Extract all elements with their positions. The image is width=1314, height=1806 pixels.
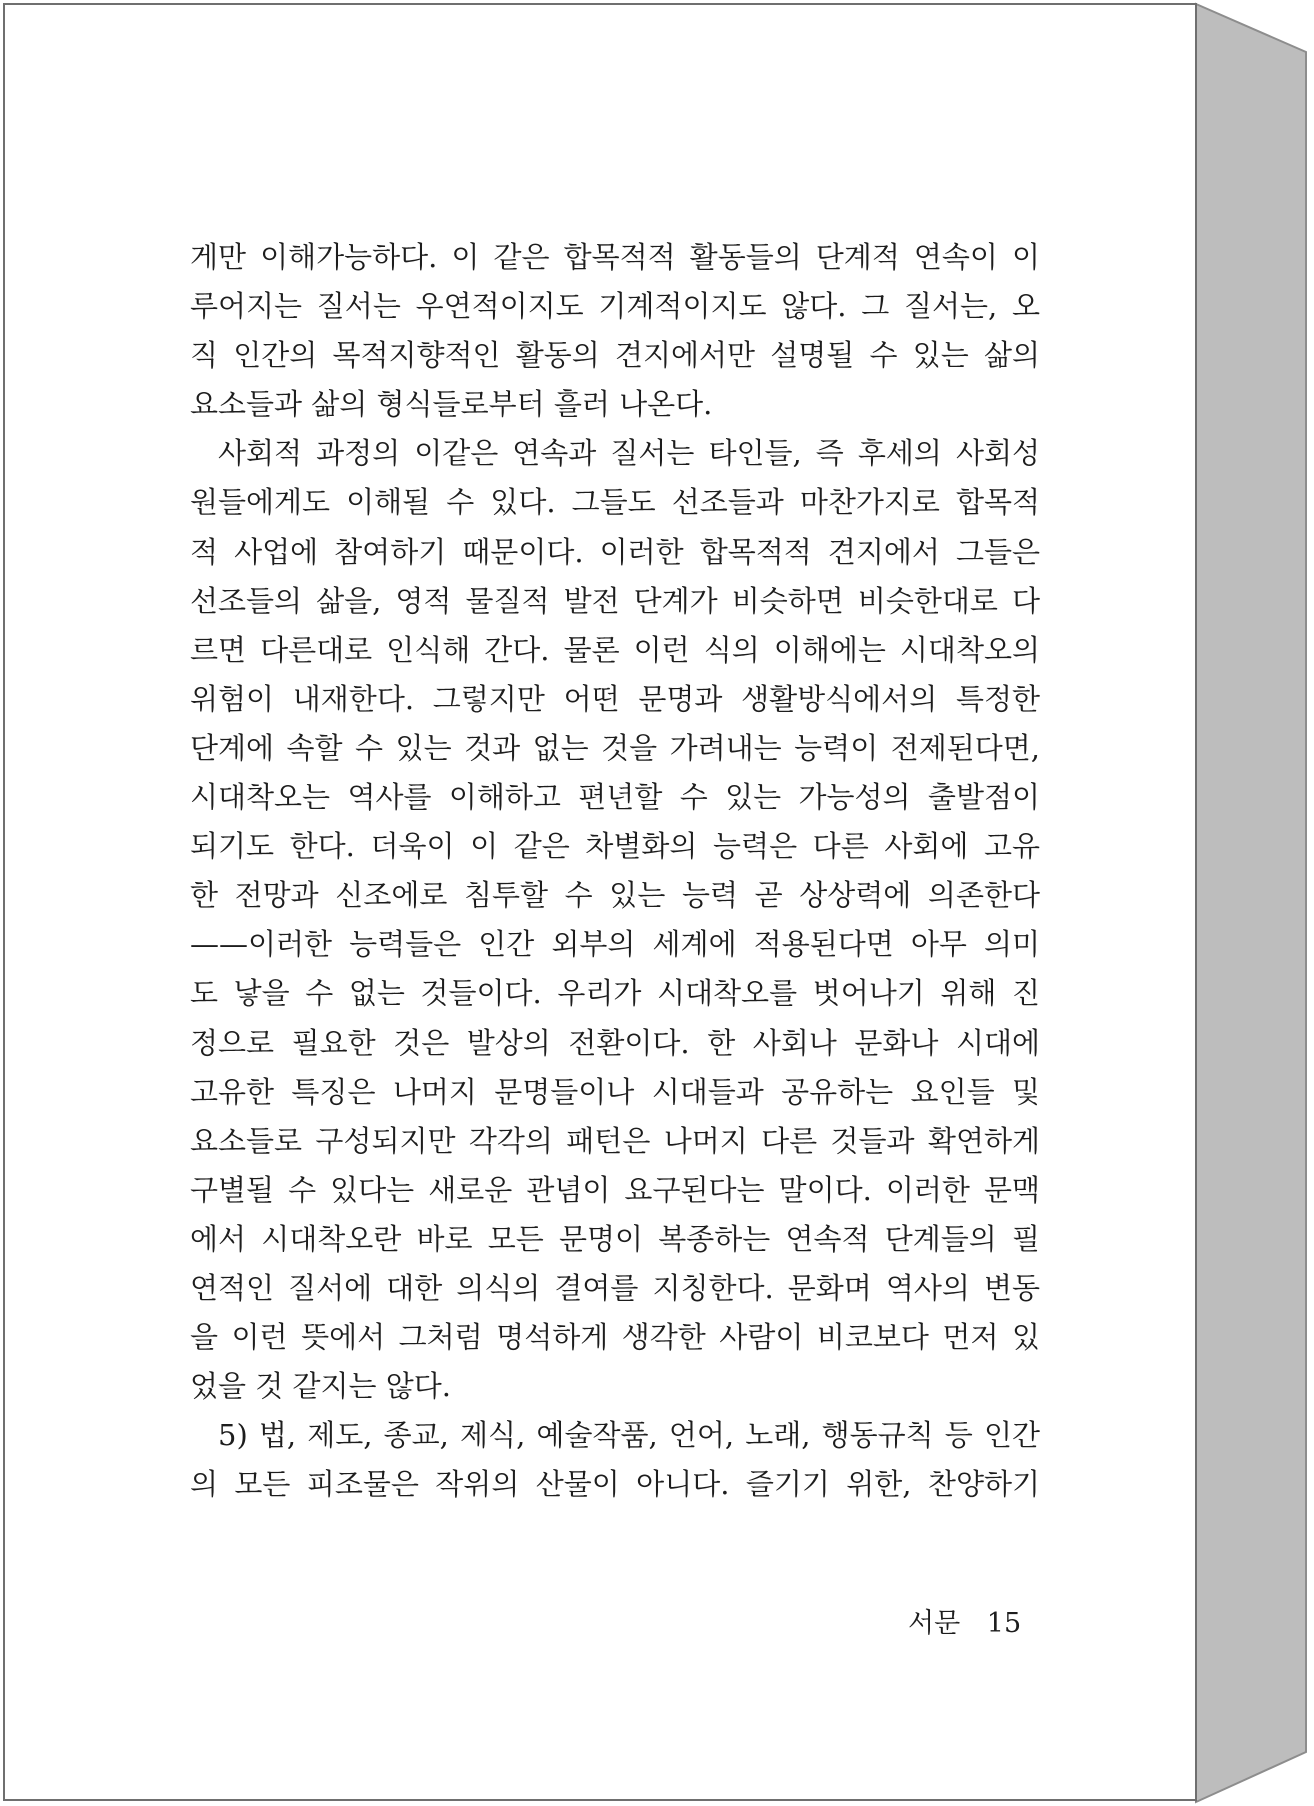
text-line-20: 구별될 수 있다는 새로운 관념이 요구된다는 말이다. 이러한 문맥 xyxy=(190,1172,1040,1207)
text-line-13: 되기도 한다. 더욱이 이 같은 차별화의 능력은 다른 사회에 고유 xyxy=(190,829,1040,864)
text-line-8: 선조들의 삶을, 영적 물질적 발전 단계가 비슷하면 비슷한대로 다 xyxy=(190,583,1040,618)
text-line-16: 도 낳을 수 없는 것들이다. 우리가 시대착오를 벗어나기 위해 진 xyxy=(190,976,1040,1011)
text-line-26: 의 모든 피조물은 작위의 산물이 아니다. 즐기기 위한, 찬양하기 xyxy=(190,1467,1040,1502)
text-line-15: ——이러한 능력들은 인간 외부의 세계에 적용된다면 아무 의미 xyxy=(190,927,1040,962)
text-line-19: 요소들로 구성되지만 각각의 패턴은 나머지 다른 것들과 확연하게 xyxy=(190,1123,1040,1158)
text-line-4: 요소들과 삶의 형식들로부터 흘러 나온다. xyxy=(190,387,713,422)
text-line-10: 위험이 내재한다. 그렇지만 어떤 문명과 생활방식에서의 특정한 xyxy=(190,681,1040,716)
text-line-2: 루어지는 질서는 우연적이지도 기계적이지도 않다. 그 질서는, 오 xyxy=(190,289,1040,324)
text-line-12: 시대착오는 역사를 이해하고 편년할 수 있는 가능성의 출발점이 xyxy=(190,780,1040,815)
text-line-3: 직 인간의 목적지향적인 활동의 견지에서만 설명될 수 있는 삶의 xyxy=(190,338,1040,373)
text-line-21: 에서 시대착오란 바로 모든 문명이 복종하는 연속적 단계들의 필 xyxy=(190,1221,1040,1256)
book-page xyxy=(3,3,1197,1801)
text-line-25: 5) 법, 제도, 종교, 제식, 예술작품, 언어, 노래, 행동규칙 등 인간 xyxy=(218,1418,1040,1453)
text-line-24: 었을 것 같지는 않다. xyxy=(190,1369,451,1404)
text-line-5: 사회적 과정의 이같은 연속과 질서는 타인들, 즉 후세의 사회성 xyxy=(218,436,1040,471)
text-line-23: 을 이런 뜻에서 그처럼 명석하게 생각한 사람이 비코보다 먼저 있 xyxy=(190,1320,1040,1355)
text-line-22: 연적인 질서에 대한 의식의 결여를 지칭한다. 문화며 역사의 변동 xyxy=(190,1270,1040,1305)
text-line-17: 정으로 필요한 것은 발상의 전환이다. 한 사회나 문화나 시대에 xyxy=(190,1025,1040,1060)
body-text xyxy=(190,233,1040,1509)
text-line-18: 고유한 특징은 나머지 문명들이나 시대들과 공유하는 요인들 및 xyxy=(190,1074,1040,1109)
section-title: 서문 xyxy=(908,1608,961,1639)
text-line-6: 원들에게도 이해될 수 있다. 그들도 선조들과 마찬가지로 합목적 xyxy=(190,485,1040,520)
page-number: 15 xyxy=(986,1608,1022,1639)
text-line-7: 적 사업에 참여하기 때문이다. 이러한 합목적적 견지에서 그들은 xyxy=(190,534,1040,569)
text-line-14: 한 전망과 신조에로 침투할 수 있는 능력 곧 상상력에 의존한다 xyxy=(190,878,1040,913)
page-footer xyxy=(908,1601,1021,1640)
text-line-1: 게만 이해가능하다. 이 같은 합목적적 활동들의 단계적 연속이 이 xyxy=(190,240,1040,274)
text-line-9: 르면 다른대로 인식해 간다. 물론 이런 식의 이해에는 시대착오의 xyxy=(190,632,1040,667)
text-line-11: 단계에 속할 수 있는 것과 없는 것을 가려내는 능력이 전제된다면, xyxy=(190,730,1040,765)
